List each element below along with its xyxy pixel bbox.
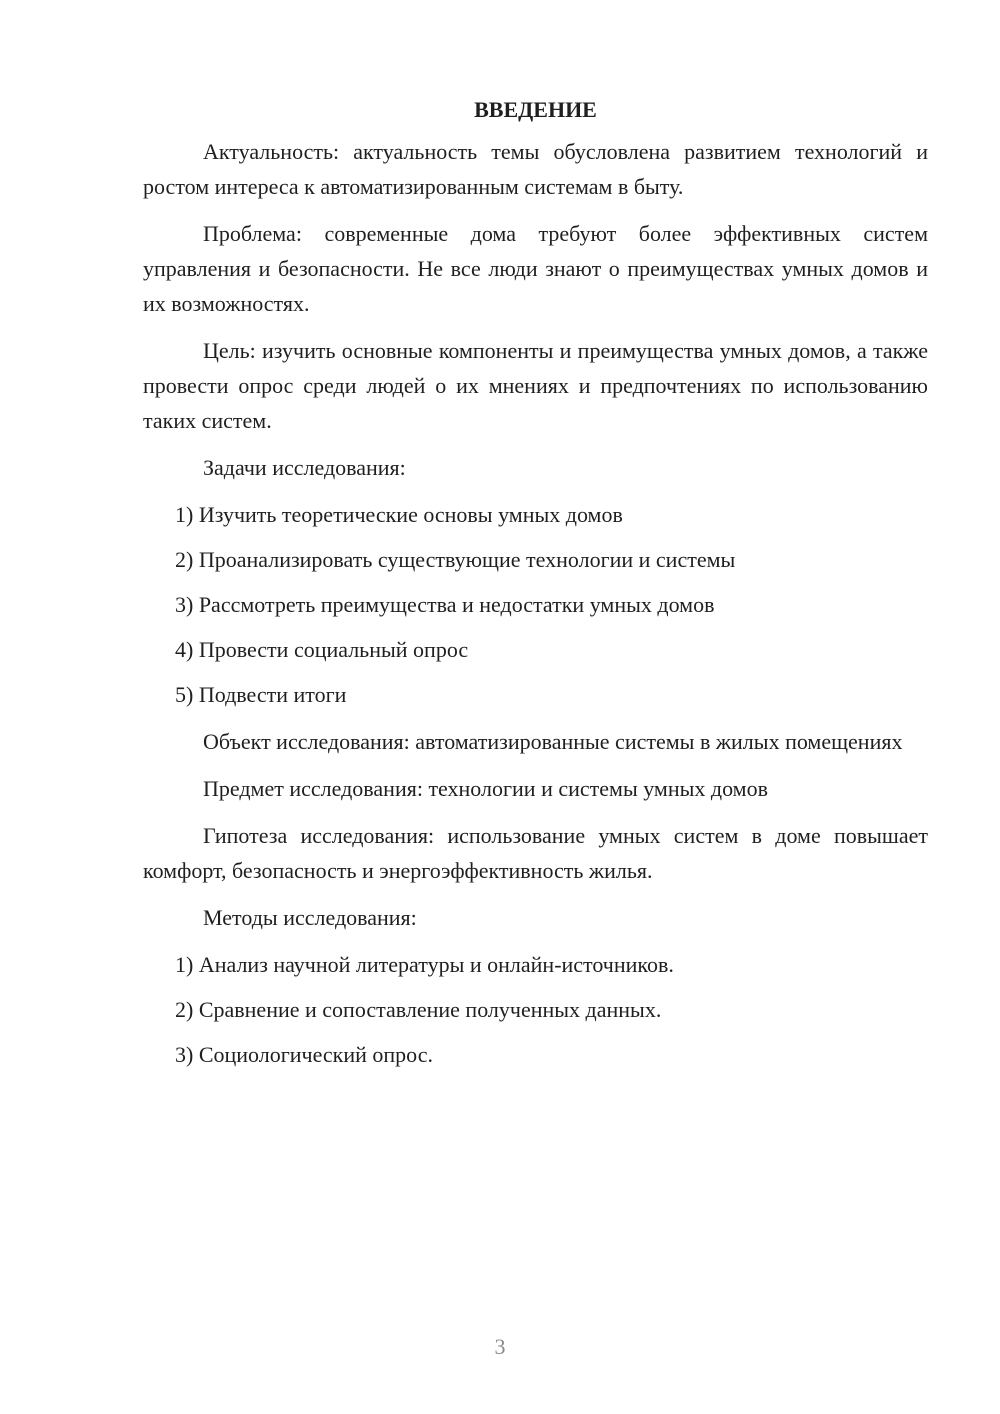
tasks-heading: Задачи исследования: [203,455,406,480]
methods-heading: Методы исследования: [203,905,417,930]
goal-paragraph: Цель: изучить основные компоненты и преимущества умных домов, а также провести опрос среди людей о их мнениях и предпочтениях по использованию таких систем. [143,338,928,433]
method-item: 2) Сравнение и сопоставление полученных данных. [175,997,662,1022]
subject-paragraph: Предмет исследования: технологии и системы умных домов [203,776,768,801]
hypothesis-paragraph: Гипотеза исследования: использование умных систем в доме повышает комфорт, безопасность и энергоэффективность жилья. [143,823,928,883]
tasks-list [143,497,928,712]
page-number: 3 [494,1334,506,1359]
method-item: 3) Социологический опрос. [175,1042,433,1067]
task-item: 3) Рассмотреть преимущества и недостатки умных домов [175,592,715,617]
document-page [143,95,928,1082]
task-item: 1) Изучить теоретические основы умных домов [175,502,623,527]
method-item: 1) Анализ научной литературы и онлайн-источников. [175,952,674,977]
task-item: 5) Подвести итоги [175,682,347,707]
task-item: 4) Провести социальный опрос [175,637,469,662]
task-item: 2) Проанализировать существующие технологии и системы [175,547,736,572]
problem-paragraph: Проблема: современные дома требуют более эффективных систем управления и безопасности. Не все люди знают о преимуществах умных домов и их возможностях. [143,221,928,316]
relevance-paragraph: Актуальность: актуальность темы обусловлена развитием технологий и ростом интереса к автоматизированным системам в быту. [143,139,928,199]
section-title: ВВЕДЕНИЕ [474,97,597,122]
methods-list [143,947,928,1072]
object-paragraph: Объект исследования: автоматизированные системы в жилых помещениях [203,729,903,754]
